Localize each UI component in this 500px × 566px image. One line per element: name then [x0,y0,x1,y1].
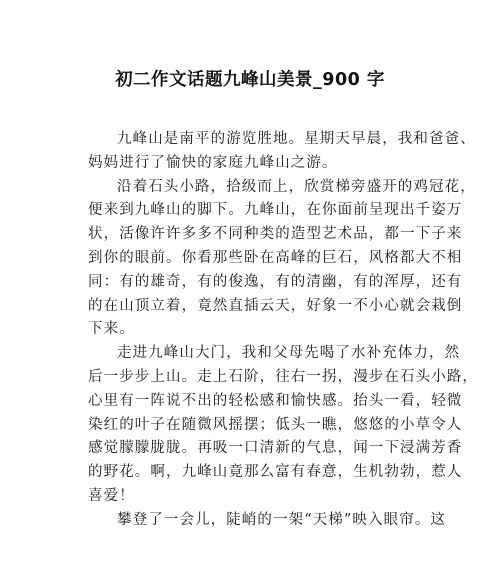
text-line: 妈妈进行了愉快的家庭九峰山之游。 [88,154,338,171]
text-line: 心里有一阵说不出的轻松感和愉快感。抬头一看，轻微 [88,392,463,409]
text-line: 便来到九峰山的脚下。九峰山，在你面前呈现出千姿万 [88,202,463,219]
text-line: 后一步步上山。走上石阶，往右一拐，漫步在石头小路， [88,368,478,385]
text-line: 状，活像许许多多不同种类的造型艺术品，都一下子来 [88,226,463,243]
text-line: 感觉朦朦胧胧。再吸一口清新的气息，闻一下浸满芳香 [88,440,463,457]
text-line: 同：有的雄奇，有的俊逸，有的清幽，有的浑厚，还有 [88,273,463,290]
text-line: 的在山顶立着，竟然直插云天，好象一不小心就会栽倒 [88,297,463,314]
text-line: 走进九峰山大门，我和父母先喝了水补充体力，然 [117,345,461,362]
text-line: 喜爱！ [88,487,135,504]
text-line: 沿着石头小路，拾级而上，欣赏梯旁盛开的鸡冠花， [117,178,476,195]
text-line: 下来。 [88,321,135,338]
document-body [88,128,478,533]
text-line: 九峰山是南平的游览胜地。星期天早晨，我和爸爸、 [117,131,476,147]
text-line: 攀登了一会儿，陡峭的一架“天梯”映入眼帘。这 [117,511,447,528]
document-title: 初二作文话题九峰山美景_900 字 [115,70,385,90]
text-line: 到你的眼前。你看那些卧在高峰的巨石，风格都大不相 [88,249,463,266]
text-line: 染红的叶子在随微风摇摆；低头一瞧，悠悠的小草令人 [88,416,463,433]
text-line: 的野花。啊，九峰山竟那么富有春意，生机勃勃，惹人 [88,464,463,481]
